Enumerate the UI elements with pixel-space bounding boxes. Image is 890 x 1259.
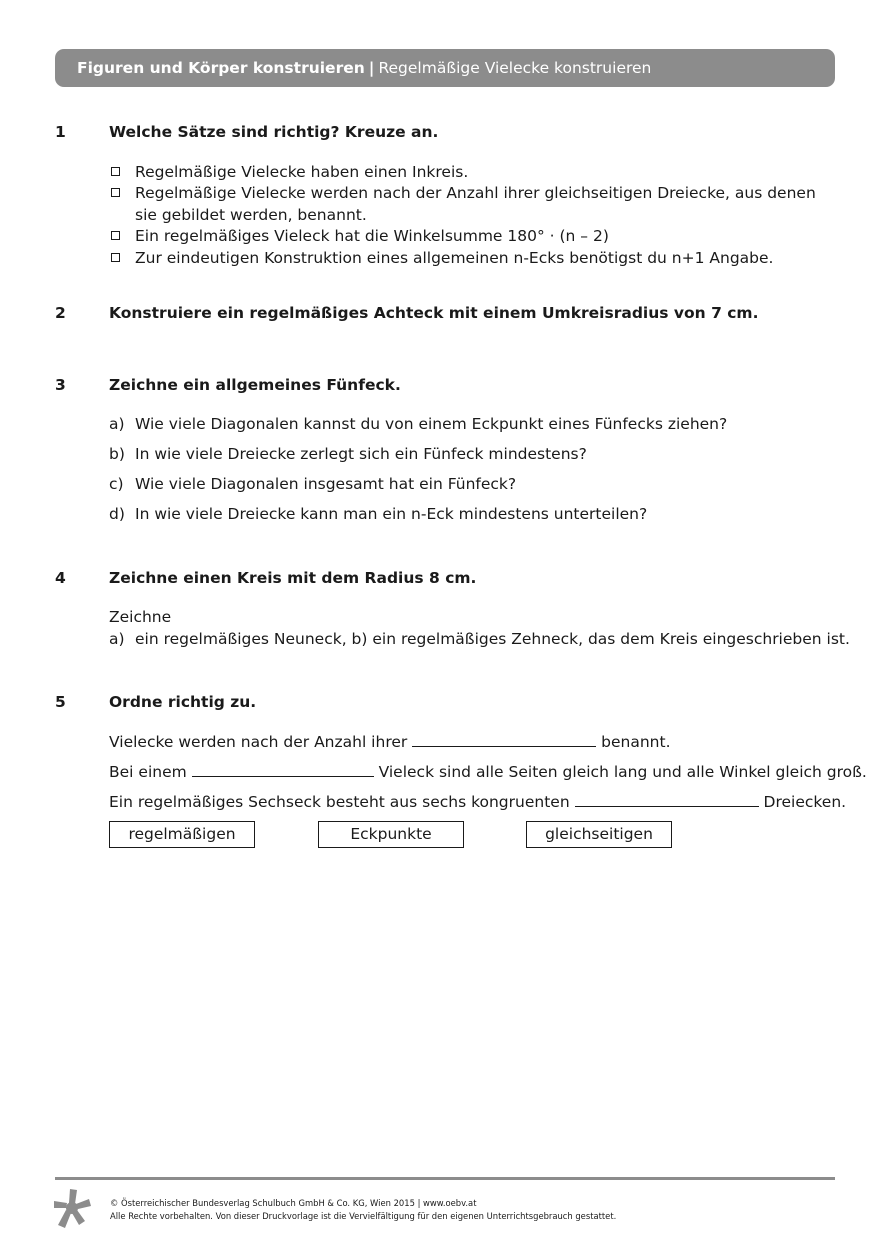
fill-sentence — [109, 732, 671, 751]
footer-copyright: © Österreichischer Bundesverlag Schulbuch GmbH & Co. KG, Wien 2015 | www.oebv.at — [110, 1198, 477, 1208]
task-number: 1 — [55, 123, 66, 141]
sub-question-text: In wie viele Dreiecke zerlegt sich ein Fünfeck mindestens? — [135, 445, 587, 463]
answer-blank[interactable] — [412, 732, 596, 747]
answer-blank[interactable] — [575, 792, 759, 807]
header-separator: | — [368, 59, 375, 77]
sub-question — [109, 475, 516, 493]
task-number: 4 — [55, 569, 66, 587]
fill-sentence — [109, 792, 846, 811]
task-title: Zeichne ein allgemeines Fünfeck. — [109, 376, 401, 394]
option-text: Zur eindeutigen Konstruktion eines allgemeinen n-Ecks benötigst du n+1 Angabe. — [135, 249, 774, 267]
sub-question-label: d) — [109, 505, 125, 523]
sentence-start: Ein regelmäßiges Sechseck besteht aus sechs kongruenten — [109, 793, 570, 811]
sub-question — [109, 505, 647, 523]
task-title: Zeichne einen Kreis mit dem Radius 8 cm. — [109, 569, 477, 587]
footer-rights: Alle Rechte vorbehalten. Von dieser Druckvorlage ist die Vervielfältigung für den eigenen Unterrichtsgebrauch gestattet. — [110, 1211, 617, 1221]
sub-question — [109, 630, 850, 648]
task-intro: Zeichne — [109, 608, 172, 626]
oebv-star-logo-icon — [52, 1188, 92, 1230]
sub-question-text: Wie viele Diagonalen insgesamt hat ein Fünfeck? — [135, 475, 517, 493]
word-card[interactable]: Eckpunkte — [318, 821, 464, 848]
sub-question-text: In wie viele Dreiecke kann man ein n-Eck mindestens unterteilen? — [135, 505, 648, 523]
task-number: 2 — [55, 304, 66, 322]
footer-divider — [55, 1177, 835, 1180]
sentence-end: Vieleck sind alle Seiten gleich lang und alle Winkel gleich groß. — [378, 763, 867, 781]
word-card[interactable]: gleichseitigen — [526, 821, 672, 848]
sub-question-text: ein regelmäßiges Neuneck, b) ein regelmäßiges Zehneck, das dem Kreis eingeschrieben ist. — [135, 630, 850, 648]
sentence-start: Bei einem — [109, 763, 187, 781]
task-title: Ordne richtig zu. — [109, 693, 257, 711]
sub-question-label: c) — [109, 475, 124, 493]
sentence-start: Vielecke werden nach der Anzahl ihrer — [109, 733, 408, 751]
sub-question-label: a) — [109, 630, 125, 648]
sentence-end: Dreiecken. — [763, 793, 847, 811]
sub-question — [109, 445, 587, 463]
task-title: Welche Sätze sind richtig? Kreuze an. — [109, 123, 439, 141]
option-text: Regelmäßige Vielecke haben einen Inkreis. — [135, 163, 469, 181]
task-number: 5 — [55, 693, 66, 711]
task-number: 3 — [55, 376, 66, 394]
sub-question — [109, 415, 727, 433]
header-title: Figuren und Körper konstruieren — [77, 59, 365, 77]
sub-question-label: b) — [109, 445, 125, 463]
checkbox[interactable] — [111, 167, 120, 176]
word-card[interactable]: regelmäßigen — [109, 821, 255, 848]
sub-question-label: a) — [109, 415, 125, 433]
checkbox[interactable] — [111, 231, 120, 240]
sub-question-text: Wie viele Diagonalen kannst du von einem Eckpunkt eines Fünfecks ziehen? — [135, 415, 728, 433]
option-text: Regelmäßige Vielecke werden nach der Anzahl ihrer gleichseitigen Dreiecke, aus denen sie gebildet werden, benannt. — [135, 184, 816, 224]
task-title: Konstruiere ein regelmäßiges Achteck mit einem Umkreisradius von 7 cm. — [109, 304, 759, 322]
checkbox[interactable] — [111, 253, 120, 262]
answer-blank[interactable] — [192, 762, 374, 777]
fill-sentence — [109, 762, 867, 781]
checkbox[interactable] — [111, 188, 120, 197]
page-header — [55, 49, 835, 87]
header-subtitle: Regelmäßige Vielecke konstruieren — [378, 59, 652, 77]
sentence-end: benannt. — [601, 733, 671, 751]
option-text: Ein regelmäßiges Vieleck hat die Winkelsumme 180° · (n – 2) — [135, 227, 609, 245]
